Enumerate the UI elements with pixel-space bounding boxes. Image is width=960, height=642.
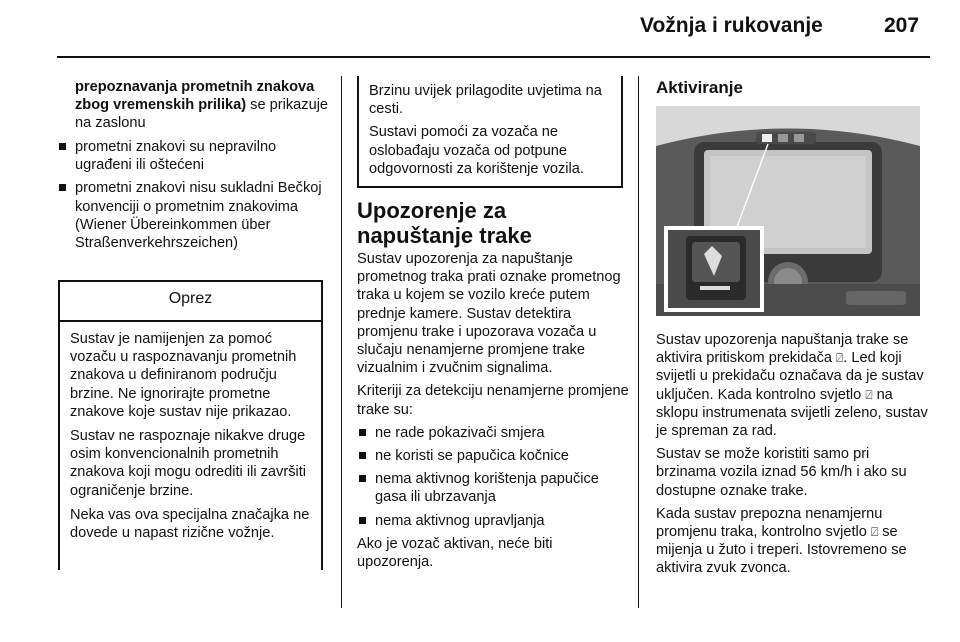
caution-paragraph: Neka vas ova specijalna značajka ne dovede u napast rizične vožnje. (70, 506, 310, 542)
page-header-title: Vožnja i rukovanje (640, 14, 823, 37)
bullet-square-icon (359, 429, 366, 436)
bullet-square-icon (359, 517, 366, 524)
intro-bold: prepoznavanja prometnih znakova zbog vremenskih prilika) (75, 79, 315, 114)
caution-paragraph: Sustav je namijenjen za pomoć vozaču u raspoznavanju prometnih znakova u definiranom području brzine. Ne ignorirajte prometne znakove koje sustav nije prikazao. (70, 331, 297, 420)
caution-box (58, 280, 323, 570)
lane-departure-icon: ⍁ (865, 387, 873, 402)
caution-title: Oprez (60, 282, 321, 322)
caution-box-continued (357, 76, 623, 188)
bullet-square-icon (59, 184, 66, 191)
right-column-body (656, 331, 928, 583)
body-paragraph: Sustav upozorenja napuštanja trake se aktivira pritiskom prekidača ⍁. Led koji svijetli u prekidaču označava da je sustav uključen. Kada kontrolno svjetlo ⍁ na sklopu instrumenata svijetli zeleno, sustav je spreman za rad. (656, 332, 928, 440)
left-bullet-list (59, 138, 329, 257)
bullet-square-icon (359, 475, 366, 482)
caution-paragraph: Sustav ne raspoznaje nikakve druge osim konvencionalnih prometnih znakova koji mogu odrediti ili završiti ograničenje brzine. (70, 428, 307, 499)
lane-departure-icon: ⍁ (836, 351, 844, 366)
list-item: ne rade pokazivači smjera (359, 424, 629, 442)
dashboard-photo (656, 106, 920, 316)
dashboard-illustration (656, 106, 920, 316)
header-rule (57, 56, 930, 58)
section-heading: Upozorenje za napuštanje trake (357, 198, 532, 248)
caution-paragraph: Sustavi pomoći za vozača ne oslobađaju vozača od potpune odgovornosti za korištenje vozila. (369, 124, 584, 177)
body-paragraph: Ako je vozač aktivan, neće biti upozorenja. (357, 535, 553, 571)
column-divider-2 (638, 76, 639, 608)
caution-body (60, 322, 321, 542)
middle-column-body (357, 250, 629, 576)
lane-departure-icon: ⍁ (870, 525, 879, 540)
left-column (75, 78, 333, 138)
body-paragraph: Sustav upozorenja za napuštanje prometnog traka prati oznake prometnog traka u kojem se vozilo kreće putem prednje kamere. Sustav detektira promjenu trake i upozorava vozača u slučaju nenamjerne promjene trake vizualnim i zvučnim signalima. (357, 251, 621, 377)
criteria-list (357, 424, 629, 530)
list-item: prometni znakovi nisu sukladni Bečkoj konvenciji o prometnim znakovima (Wiener Übereinkommen über Straßenverkehrszeichen) (59, 179, 329, 252)
list-item: nema aktivnog upravljanja (359, 512, 629, 530)
body-paragraph: Kada sustav prepozna nenamjernu promjenu traka, kontrolno svjetlo ⍁ se mijenja u žuto i treperi. Istovremeno se aktivira zvuk zvonca. (656, 505, 907, 577)
caution-paragraph: Brzinu uvijek prilagodite uvjetima na cesti. (369, 83, 602, 118)
bullet-square-icon (59, 143, 66, 150)
body-paragraph: Kriteriji za detekciju nenamjerne promjene trake su: (357, 383, 629, 418)
intro-rest: se prikazuje na zaslonu (75, 97, 329, 132)
intro-paragraph (75, 78, 333, 133)
page-number: 207 (884, 14, 920, 37)
list-item: ne koristi se papučica kočnice (359, 447, 629, 465)
bullet-square-icon (359, 452, 366, 459)
body-paragraph: Sustav se može koristiti samo pri brzinama vozila iznad 56 km/h i ako su dostupne oznake trake. (656, 446, 907, 499)
activation-heading: Aktiviranje (656, 78, 743, 97)
list-item: prometni znakovi su nepravilno ugrađeni ili oštećeni (59, 138, 329, 174)
list-item: nema aktivnog korištenja papučice gasa ili ubrzavanja (359, 470, 629, 506)
column-divider-1 (341, 76, 342, 608)
